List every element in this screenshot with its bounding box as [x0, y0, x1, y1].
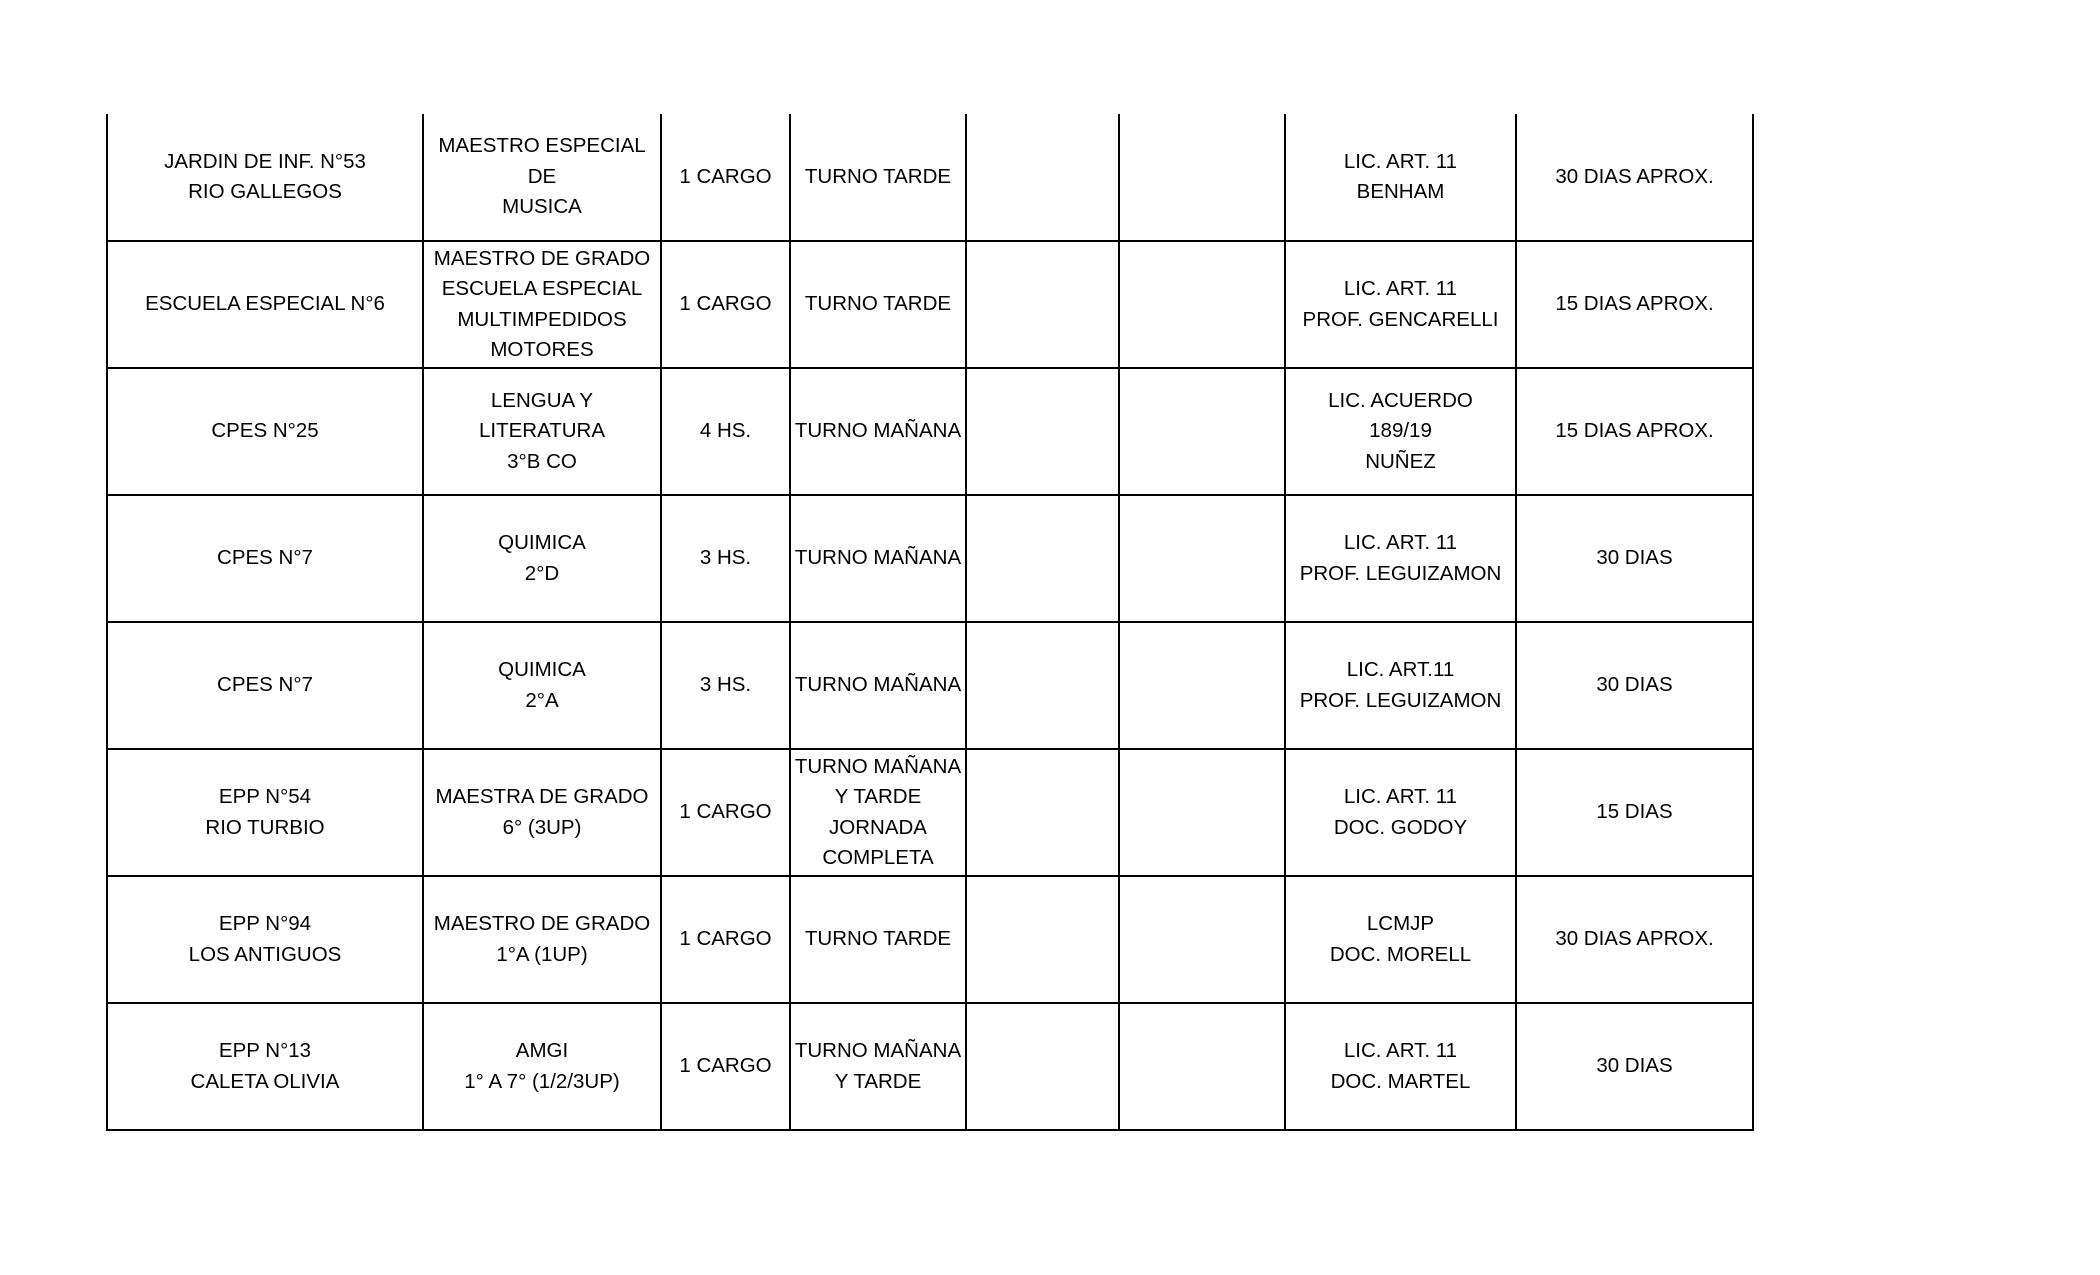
shift-cell: TURNO TARDE — [790, 114, 966, 241]
shift-cell: TURNO MAÑANA — [790, 368, 966, 495]
position-cell: QUIMICA 2°D — [423, 495, 661, 622]
quantity-cell: 1 CARGO — [661, 876, 790, 1003]
school-cell: ESCUELA ESPECIAL N°6 — [107, 241, 423, 368]
table-row — [107, 495, 1753, 622]
position-cell: MAESTRO DE GRADO 1°A (1UP) — [423, 876, 661, 1003]
duration-cell: 30 DIAS — [1516, 1003, 1753, 1130]
table-row — [107, 241, 1753, 368]
empty-cell — [966, 495, 1119, 622]
quantity-cell: 4 HS. — [661, 368, 790, 495]
table-row — [107, 368, 1753, 495]
school-cell: EPP N°13 CALETA OLIVIA — [107, 1003, 423, 1130]
empty-cell — [1119, 114, 1285, 241]
empty-cell — [1119, 749, 1285, 876]
reason-cell: LIC. ART.11 PROF. LEGUIZAMON — [1285, 622, 1516, 749]
table-row — [107, 622, 1753, 749]
quantity-cell: 1 CARGO — [661, 1003, 790, 1130]
position-cell: MAESTRA DE GRADO 6° (3UP) — [423, 749, 661, 876]
duration-cell: 30 DIAS APROX. — [1516, 876, 1753, 1003]
quantity-cell: 3 HS. — [661, 622, 790, 749]
reason-cell: LIC. ART. 11 PROF. GENCARELLI — [1285, 241, 1516, 368]
quantity-cell: 1 CARGO — [661, 241, 790, 368]
school-cell: EPP N°94 LOS ANTIGUOS — [107, 876, 423, 1003]
shift-cell: TURNO TARDE — [790, 876, 966, 1003]
school-cell: CPES N°25 — [107, 368, 423, 495]
empty-cell — [1119, 1003, 1285, 1130]
empty-cell — [966, 1003, 1119, 1130]
position-cell: QUIMICA 2°A — [423, 622, 661, 749]
vacancy-table-body — [107, 114, 1753, 1130]
duration-cell: 15 DIAS APROX. — [1516, 241, 1753, 368]
empty-cell — [966, 749, 1119, 876]
position-cell: LENGUA Y LITERATURA 3°B CO — [423, 368, 661, 495]
school-cell: JARDIN DE INF. N°53 RIO GALLEGOS — [107, 114, 423, 241]
duration-cell: 15 DIAS APROX. — [1516, 368, 1753, 495]
table-row — [107, 749, 1753, 876]
reason-cell: LIC. ART. 11 DOC. MARTEL — [1285, 1003, 1516, 1130]
empty-cell — [1119, 368, 1285, 495]
reason-cell: LCMJP DOC. MORELL — [1285, 876, 1516, 1003]
reason-cell: LIC. ART. 11 PROF. LEGUIZAMON — [1285, 495, 1516, 622]
table-row — [107, 114, 1753, 241]
school-cell: CPES N°7 — [107, 495, 423, 622]
table-row — [107, 876, 1753, 1003]
empty-cell — [1119, 241, 1285, 368]
empty-cell — [966, 114, 1119, 241]
empty-cell — [966, 622, 1119, 749]
position-cell: AMGI 1° A 7° (1/2/3UP) — [423, 1003, 661, 1130]
vacancy-table — [106, 114, 1754, 1131]
shift-cell: TURNO MAÑANA — [790, 622, 966, 749]
duration-cell: 30 DIAS — [1516, 622, 1753, 749]
table-row — [107, 1003, 1753, 1130]
shift-cell: TURNO TARDE — [790, 241, 966, 368]
empty-cell — [1119, 622, 1285, 749]
reason-cell: LIC. ART. 11 BENHAM — [1285, 114, 1516, 241]
reason-cell: LIC. ART. 11 DOC. GODOY — [1285, 749, 1516, 876]
empty-cell — [1119, 495, 1285, 622]
empty-cell — [1119, 876, 1285, 1003]
school-cell: EPP N°54 RIO TURBIO — [107, 749, 423, 876]
empty-cell — [966, 876, 1119, 1003]
empty-cell — [966, 368, 1119, 495]
duration-cell: 15 DIAS — [1516, 749, 1753, 876]
position-cell: MAESTRO ESPECIAL DE MUSICA — [423, 114, 661, 241]
shift-cell: TURNO MAÑANA — [790, 495, 966, 622]
quantity-cell: 3 HS. — [661, 495, 790, 622]
shift-cell: TURNO MAÑANA Y TARDE — [790, 1003, 966, 1130]
reason-cell: LIC. ACUERDO 189/19 NUÑEZ — [1285, 368, 1516, 495]
school-cell: CPES N°7 — [107, 622, 423, 749]
quantity-cell: 1 CARGO — [661, 114, 790, 241]
duration-cell: 30 DIAS — [1516, 495, 1753, 622]
shift-cell: TURNO MAÑANA Y TARDE JORNADA COMPLETA — [790, 749, 966, 876]
empty-cell — [966, 241, 1119, 368]
position-cell: MAESTRO DE GRADO ESCUELA ESPECIAL MULTIMPEDIDOS MOTORES — [423, 241, 661, 368]
duration-cell: 30 DIAS APROX. — [1516, 114, 1753, 241]
quantity-cell: 1 CARGO — [661, 749, 790, 876]
